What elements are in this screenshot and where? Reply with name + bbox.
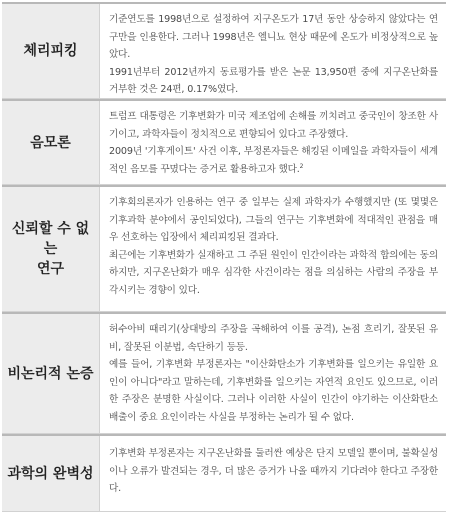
description-paragraph: 기후변화 부정론자는 지구온난화를 둘러싼 예상은 단지 모델일 뿐이며, 불확실성이나 오류가 발견되는 경우, 더 많은 증거가 나올 때까지 기다려야 한다고 주장한다.	[109, 448, 438, 494]
term-cell	[2, 4, 100, 98]
term-label: 음모론	[30, 134, 71, 151]
description-cell	[100, 101, 446, 184]
description-paragraph: 허수아비 때리기(상대방의 주장을 곡해하여 이를 공격), 논점 흐리기, 잘못된 유비, 잘못된 이분법, 속단하기 등등.	[109, 324, 438, 353]
table-row	[2, 312, 446, 434]
term-cell	[2, 101, 100, 184]
description-paragraph: 1991년부터 2012년까지 동료평가를 받은 논문 13,950편 중에 지구온난화를 거부한 것은 24편, 0.17%였다.	[109, 66, 438, 95]
description-text: 2009년 '기후게이트' 사건 이후, 부정론자들은 해킹된 이메일을 과학자들이 세계적인 음모를 꾸몄다는 증거로 활용하고자 했다.	[109, 146, 438, 175]
term-label: 신뢰할 수 없는	[11, 221, 90, 257]
term-cell	[2, 436, 100, 511]
description-cell	[100, 4, 446, 98]
table-row	[2, 2, 446, 99]
rhetoric-table	[2, 2, 446, 512]
description-paragraph	[109, 143, 438, 178]
description-paragraph: 트럼프 대통령은 기후변화가 미국 제조업에 손해를 끼치려고 중국인이 창조한 사기이고, 과학자들이 정치적으로 편향되어 있다고 주장했다.	[109, 111, 438, 140]
table-row	[2, 185, 446, 312]
table-row	[2, 434, 446, 512]
description-paragraph: 최근에는 기후변화가 실재하고 그 주된 원인이 인간이라는 과학적 합의에는 동의하지만, 지구온난화가 매우 심각한 사건이라는 점을 의심하는 사람의 주장을 부각시키는 경향이 있다.	[109, 249, 438, 296]
description-cell	[100, 314, 446, 433]
term-label: 연구	[36, 261, 65, 277]
term-cell	[2, 187, 100, 311]
table-row	[2, 99, 446, 185]
description-paragraph: 기준연도를 1998년으로 설정하여 지구온도가 17년 동안 상승하지 않았다는 연구만을 인용한다. 그러나 1998년은 엘니뇨 현상 때문에 온도가 비정상적으로 높았다.	[109, 14, 438, 60]
description-paragraph: 기후회의론자가 인용하는 연구 중 일부는 실제 과학자가 수행했지만 (또 몇몇은 기후과학 분야에서 공인되었다), 그들의 연구는 기후변화에 적대적인 관점을 매우 선호하는 입장에서 체리피킹된 결과다.	[109, 197, 438, 243]
description-cell	[100, 187, 446, 311]
term-label: 과학의 완벽성	[7, 465, 94, 482]
description-cell	[100, 436, 446, 511]
description-paragraph: 예를 들어, 기후변화 부정론자는 "이산화탄소가 기후변화를 일으키는 유일한 요인이 아니다"라고 말하는데, 기후변화를 일으키는 자연적 요인도 있으므로, 이러한 주장은 분명한 사실이다. 그러나 이러한 사실이 인간이 야기하는 이산화탄소 배출이 중요 요인이라는 사실을 부정하는 논리가 될 수 없다.	[109, 359, 438, 423]
term-label: 체리피킹	[23, 43, 78, 59]
term-label: 비논리적 논증	[7, 365, 94, 382]
footnote-mark: 2	[299, 162, 304, 170]
term-cell	[2, 314, 100, 433]
